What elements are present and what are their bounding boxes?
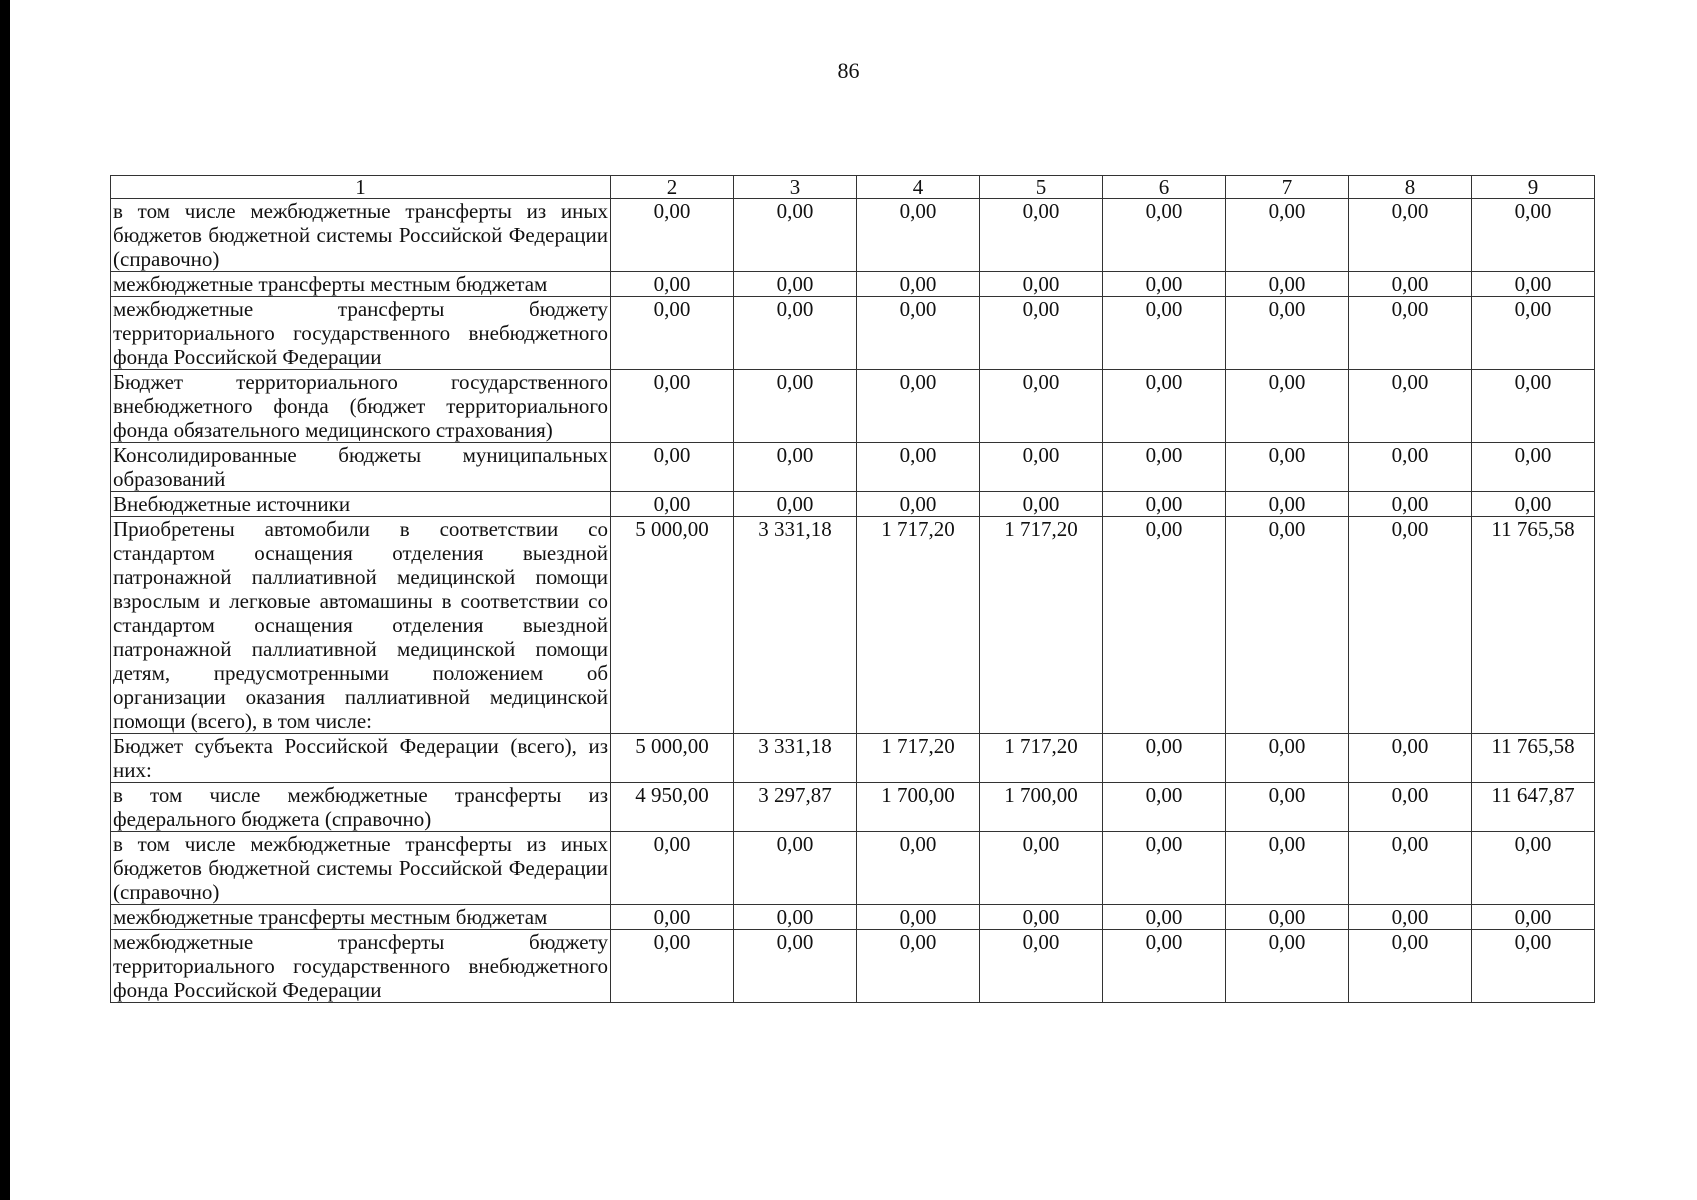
row-label: Бюджет субъекта Российской Федерации (всего), из них: xyxy=(111,734,611,783)
row-label: межбюджетные трансферты местным бюджетам xyxy=(111,905,611,930)
row-value: 0,00 xyxy=(1103,517,1226,734)
row-value: 0,00 xyxy=(1349,492,1472,517)
row-value: 0,00 xyxy=(611,905,734,930)
row-value: 0,00 xyxy=(734,370,857,443)
row-value: 0,00 xyxy=(1472,272,1595,297)
row-value: 11 765,58 xyxy=(1472,734,1595,783)
row-value: 0,00 xyxy=(1103,905,1226,930)
row-label: Приобретены автомобили в соответствии со стандартом оснащения отделения выездной патронажной паллиативной медицинской помощи взрослым и легковые автомашины в соответствии со стандартом оснащения отделения выездной патронажной паллиативной медицинской помощи детям, предусмотренными положением об организации оказания паллиативной медицинской помощи (всего), в том числе: xyxy=(111,517,611,734)
row-value: 0,00 xyxy=(611,492,734,517)
row-value: 0,00 xyxy=(1472,930,1595,1003)
row-label: межбюджетные трансферты бюджету территориального государственного внебюджетного фонда Российской Федерации xyxy=(111,297,611,370)
row-value: 0,00 xyxy=(1226,370,1349,443)
row-value: 0,00 xyxy=(1103,832,1226,905)
row-value: 0,00 xyxy=(611,832,734,905)
table-body xyxy=(111,199,1595,1003)
budget-table xyxy=(110,175,1595,1003)
row-value: 0,00 xyxy=(611,272,734,297)
row-value: 0,00 xyxy=(1349,297,1472,370)
row-value: 0,00 xyxy=(1472,297,1595,370)
page-number: 86 xyxy=(837,58,860,83)
row-value: 3 331,18 xyxy=(734,734,857,783)
row-value: 0,00 xyxy=(857,930,980,1003)
row-label: Консолидированные бюджеты муниципальных образований xyxy=(111,443,611,492)
row-value: 1 717,20 xyxy=(980,517,1103,734)
row-label: в том числе межбюджетные трансферты из иных бюджетов бюджетной системы Российской Федерации (справочно) xyxy=(111,199,611,272)
row-value: 0,00 xyxy=(980,199,1103,272)
table-row xyxy=(111,443,1595,492)
row-value: 0,00 xyxy=(734,272,857,297)
row-value: 5 000,00 xyxy=(611,517,734,734)
row-value: 0,00 xyxy=(857,370,980,443)
row-value: 0,00 xyxy=(1103,272,1226,297)
row-value: 0,00 xyxy=(611,199,734,272)
table-row xyxy=(111,783,1595,832)
row-value: 0,00 xyxy=(611,930,734,1003)
table-row xyxy=(111,832,1595,905)
table-row xyxy=(111,517,1595,734)
row-value: 0,00 xyxy=(1472,443,1595,492)
row-value: 0,00 xyxy=(980,272,1103,297)
row-label: межбюджетные трансферты местным бюджетам xyxy=(111,272,611,297)
row-label: Внебюджетные источники xyxy=(111,492,611,517)
row-value: 0,00 xyxy=(857,199,980,272)
row-value: 0,00 xyxy=(1226,297,1349,370)
row-value: 4 950,00 xyxy=(611,783,734,832)
row-value: 1 717,20 xyxy=(857,734,980,783)
column-header: 2 xyxy=(611,176,734,199)
row-value: 0,00 xyxy=(1103,370,1226,443)
row-value: 0,00 xyxy=(611,370,734,443)
row-value: 0,00 xyxy=(734,443,857,492)
column-header: 3 xyxy=(734,176,857,199)
row-value: 0,00 xyxy=(611,443,734,492)
row-value: 0,00 xyxy=(734,199,857,272)
row-value: 0,00 xyxy=(1226,272,1349,297)
row-value: 0,00 xyxy=(1349,199,1472,272)
table-row xyxy=(111,930,1595,1003)
row-label: в том числе межбюджетные трансферты из федерального бюджета (справочно) xyxy=(111,783,611,832)
scan-edge xyxy=(0,0,10,1200)
table-row xyxy=(111,492,1595,517)
column-header: 8 xyxy=(1349,176,1472,199)
row-value: 0,00 xyxy=(611,297,734,370)
column-header: 4 xyxy=(857,176,980,199)
row-value: 0,00 xyxy=(980,443,1103,492)
table-row xyxy=(111,734,1595,783)
row-value: 0,00 xyxy=(980,832,1103,905)
row-value: 0,00 xyxy=(1226,930,1349,1003)
row-value: 0,00 xyxy=(1226,443,1349,492)
row-value: 0,00 xyxy=(734,832,857,905)
row-value: 0,00 xyxy=(1226,734,1349,783)
row-value: 0,00 xyxy=(980,905,1103,930)
row-value: 0,00 xyxy=(1349,783,1472,832)
row-value: 0,00 xyxy=(1349,517,1472,734)
row-value: 0,00 xyxy=(857,905,980,930)
row-value: 0,00 xyxy=(1103,443,1226,492)
row-value: 1 717,20 xyxy=(980,734,1103,783)
row-value: 11 647,87 xyxy=(1472,783,1595,832)
row-value: 0,00 xyxy=(734,492,857,517)
row-value: 0,00 xyxy=(1349,905,1472,930)
row-value: 0,00 xyxy=(980,492,1103,517)
row-value: 0,00 xyxy=(980,930,1103,1003)
row-value: 11 765,58 xyxy=(1472,517,1595,734)
row-value: 0,00 xyxy=(1103,930,1226,1003)
row-value: 0,00 xyxy=(734,930,857,1003)
table-row xyxy=(111,272,1595,297)
row-value: 0,00 xyxy=(1349,832,1472,905)
row-value: 0,00 xyxy=(1349,930,1472,1003)
row-label: в том числе межбюджетные трансферты из иных бюджетов бюджетной системы Российской Федерации (справочно) xyxy=(111,832,611,905)
row-value: 0,00 xyxy=(1226,832,1349,905)
column-header: 9 xyxy=(1472,176,1595,199)
row-label: межбюджетные трансферты бюджету территориального государственного внебюджетного фонда Российской Федерации xyxy=(111,930,611,1003)
row-value: 0,00 xyxy=(1349,272,1472,297)
row-value: 0,00 xyxy=(1103,734,1226,783)
row-value: 1 700,00 xyxy=(980,783,1103,832)
row-value: 0,00 xyxy=(1349,443,1472,492)
row-value: 0,00 xyxy=(1226,517,1349,734)
column-number-row xyxy=(111,176,1595,199)
row-value: 0,00 xyxy=(980,297,1103,370)
row-value: 0,00 xyxy=(1103,297,1226,370)
row-value: 3 331,18 xyxy=(734,517,857,734)
row-value: 0,00 xyxy=(1472,832,1595,905)
row-value: 0,00 xyxy=(1103,492,1226,517)
row-value: 0,00 xyxy=(1103,783,1226,832)
row-value: 0,00 xyxy=(857,297,980,370)
row-value: 1 717,20 xyxy=(857,517,980,734)
row-value: 0,00 xyxy=(734,297,857,370)
row-value: 0,00 xyxy=(857,272,980,297)
row-value: 0,00 xyxy=(1472,370,1595,443)
row-value: 5 000,00 xyxy=(611,734,734,783)
row-value: 1 700,00 xyxy=(857,783,980,832)
row-value: 0,00 xyxy=(980,370,1103,443)
table-row xyxy=(111,297,1595,370)
column-header: 7 xyxy=(1226,176,1349,199)
row-value: 0,00 xyxy=(1349,734,1472,783)
row-value: 0,00 xyxy=(857,492,980,517)
row-value: 0,00 xyxy=(734,905,857,930)
column-header: 1 xyxy=(111,176,611,199)
column-header: 5 xyxy=(980,176,1103,199)
row-value: 0,00 xyxy=(1472,905,1595,930)
row-value: 0,00 xyxy=(1472,199,1595,272)
row-value: 0,00 xyxy=(1349,370,1472,443)
row-value: 0,00 xyxy=(1472,492,1595,517)
table-row xyxy=(111,199,1595,272)
row-label: Бюджет территориального государственного внебюджетного фонда (бюджет территориального фонда обязательного медицинского страхования) xyxy=(111,370,611,443)
row-value: 0,00 xyxy=(857,443,980,492)
row-value: 0,00 xyxy=(1103,199,1226,272)
table-row xyxy=(111,905,1595,930)
row-value: 0,00 xyxy=(1226,492,1349,517)
row-value: 0,00 xyxy=(1226,199,1349,272)
row-value: 0,00 xyxy=(1226,905,1349,930)
row-value: 3 297,87 xyxy=(734,783,857,832)
row-value: 0,00 xyxy=(1226,783,1349,832)
table-row xyxy=(111,370,1595,443)
row-value: 0,00 xyxy=(857,832,980,905)
column-header: 6 xyxy=(1103,176,1226,199)
